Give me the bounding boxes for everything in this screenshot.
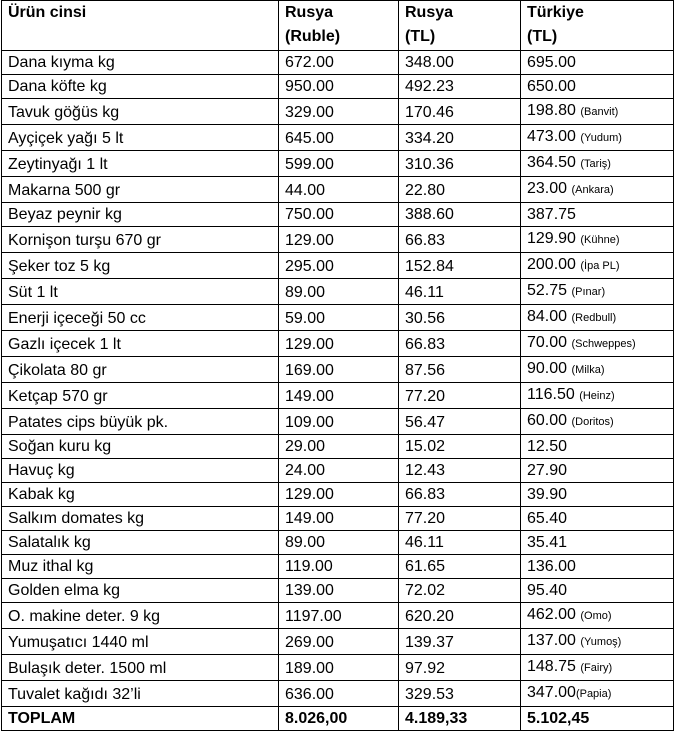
ruble-price-cell: 89.00 — [279, 531, 399, 555]
product-cell: Salatalık kg — [2, 531, 279, 555]
header-russia-tl: Rusya (TL) — [399, 1, 521, 51]
product-cell: Golden elma kg — [2, 579, 279, 603]
russia-tl-price-cell: 492.23 — [399, 75, 521, 99]
russia-tl-price-cell: 46.11 — [399, 279, 521, 305]
total-ruble: 8.026,00 — [279, 707, 399, 731]
table-row — [2, 579, 674, 603]
table-row — [2, 483, 674, 507]
turkey-price: 116.50 — [527, 386, 575, 403]
total-russia-tl: 4.189,33 — [399, 707, 521, 731]
product-cell: Salkım domates kg — [2, 507, 279, 531]
table-row — [2, 681, 674, 707]
table-row — [2, 409, 674, 435]
price-comparison-table — [1, 0, 674, 731]
table-row — [2, 51, 674, 75]
turkey-price: 95.40 — [527, 582, 568, 599]
ruble-price-cell: 129.00 — [279, 483, 399, 507]
russia-tl-price-cell: 152.84 — [399, 253, 521, 279]
product-cell: Beyaz peynir kg — [2, 203, 279, 227]
brand-label: (Kühne) — [580, 234, 620, 246]
turkey-price: 65.40 — [527, 510, 568, 527]
ruble-price-cell: 750.00 — [279, 203, 399, 227]
russia-tl-price-cell: 66.83 — [399, 331, 521, 357]
russia-tl-price-cell: 87.56 — [399, 357, 521, 383]
product-cell: Dana köfte kg — [2, 75, 279, 99]
ruble-price-cell: 129.00 — [279, 227, 399, 253]
header-product: Ürün cinsi — [2, 1, 279, 51]
ruble-price-cell: 189.00 — [279, 655, 399, 681]
brand-label: (Schweppes) — [571, 338, 636, 350]
turkey-price: 52.75 — [527, 282, 568, 299]
ruble-price-cell: 645.00 — [279, 125, 399, 151]
product-cell: Tavuk göğüs kg — [2, 99, 279, 125]
table-row — [2, 357, 674, 383]
ruble-price-cell: 139.00 — [279, 579, 399, 603]
product-cell: Tuvalet kağıdı 32’li — [2, 681, 279, 707]
turkey-tl-price-cell — [521, 655, 674, 681]
russia-tl-price-cell: 139.37 — [399, 629, 521, 655]
russia-tl-price-cell: 77.20 — [399, 383, 521, 409]
product-cell: Dana kıyma kg — [2, 51, 279, 75]
table-row — [2, 507, 674, 531]
turkey-tl-price-cell — [521, 507, 674, 531]
ruble-price-cell: 295.00 — [279, 253, 399, 279]
product-cell: Patates cips büyük pk. — [2, 409, 279, 435]
turkey-tl-price-cell — [521, 357, 674, 383]
table-row — [2, 279, 674, 305]
product-cell: Havuç kg — [2, 459, 279, 483]
turkey-tl-price-cell — [521, 151, 674, 177]
turkey-tl-price-cell — [521, 203, 674, 227]
turkey-tl-price-cell — [521, 279, 674, 305]
brand-label: (Papia) — [575, 688, 612, 700]
turkey-price: 129.90 — [527, 230, 576, 247]
turkey-tl-price-cell — [521, 483, 674, 507]
brand-label: (Doritos) — [571, 416, 614, 428]
table-row — [2, 99, 674, 125]
russia-tl-price-cell: 61.65 — [399, 555, 521, 579]
product-cell: Ketçap 570 gr — [2, 383, 279, 409]
ruble-price-cell: 129.00 — [279, 331, 399, 357]
turkey-tl-price-cell — [521, 459, 674, 483]
turkey-tl-price-cell — [521, 629, 674, 655]
turkey-tl-price-cell — [521, 579, 674, 603]
header-turkey-tl: Türkiye (TL) — [521, 1, 674, 51]
table-row — [2, 331, 674, 357]
brand-label: (Ankara) — [571, 184, 614, 196]
turkey-price: 136.00 — [527, 558, 576, 575]
table-row — [2, 75, 674, 99]
product-cell: Şeker toz 5 kg — [2, 253, 279, 279]
turkey-tl-price-cell — [521, 603, 674, 629]
brand-label: (Omo) — [580, 610, 612, 622]
russia-tl-price-cell: 348.00 — [399, 51, 521, 75]
turkey-tl-price-cell — [521, 555, 674, 579]
turkey-price: 347.00 — [527, 684, 576, 701]
russia-tl-price-cell: 30.56 — [399, 305, 521, 331]
russia-tl-price-cell: 170.46 — [399, 99, 521, 125]
brand-label: (Heinz) — [579, 390, 615, 402]
russia-tl-price-cell: 15.02 — [399, 435, 521, 459]
turkey-price: 198.80 — [527, 102, 576, 119]
russia-tl-price-cell: 12.43 — [399, 459, 521, 483]
ruble-price-cell: 599.00 — [279, 151, 399, 177]
ruble-price-cell: 149.00 — [279, 383, 399, 409]
table-row — [2, 253, 674, 279]
turkey-tl-price-cell — [521, 383, 674, 409]
product-cell: Kabak kg — [2, 483, 279, 507]
turkey-price: 23.00 — [527, 180, 568, 197]
ruble-price-cell: 1197.00 — [279, 603, 399, 629]
turkey-price: 462.00 — [527, 606, 576, 623]
total-row — [2, 707, 674, 731]
turkey-tl-price-cell — [521, 51, 674, 75]
table-row — [2, 151, 674, 177]
product-cell: Soğan kuru kg — [2, 435, 279, 459]
russia-tl-price-cell: 334.20 — [399, 125, 521, 151]
product-cell: O. makine deter. 9 kg — [2, 603, 279, 629]
turkey-tl-price-cell — [521, 227, 674, 253]
turkey-price: 695.00 — [527, 54, 576, 71]
turkey-price: 387.75 — [527, 206, 576, 223]
table-row — [2, 655, 674, 681]
ruble-price-cell: 672.00 — [279, 51, 399, 75]
ruble-price-cell: 109.00 — [279, 409, 399, 435]
product-cell: Muz ithal kg — [2, 555, 279, 579]
russia-tl-price-cell: 388.60 — [399, 203, 521, 227]
turkey-tl-price-cell — [521, 305, 674, 331]
table-row — [2, 177, 674, 203]
turkey-price: 90.00 — [527, 360, 568, 377]
brand-label: (Pınar) — [571, 286, 606, 298]
ruble-price-cell: 119.00 — [279, 555, 399, 579]
turkey-price: 473.00 — [527, 128, 576, 145]
turkey-tl-price-cell — [521, 99, 674, 125]
turkey-price: 137.00 — [527, 632, 576, 649]
table-header — [2, 1, 674, 51]
turkey-price: 70.00 — [527, 334, 568, 351]
ruble-price-cell: 149.00 — [279, 507, 399, 531]
header-russia-ruble: Rusya (Ruble) — [279, 1, 399, 51]
turkey-tl-price-cell — [521, 409, 674, 435]
ruble-price-cell: 636.00 — [279, 681, 399, 707]
header-row — [2, 1, 674, 51]
turkey-price: 35.41 — [527, 534, 568, 551]
brand-label: (Milka) — [571, 364, 605, 376]
ruble-price-cell: 89.00 — [279, 279, 399, 305]
turkey-tl-price-cell — [521, 125, 674, 151]
russia-tl-price-cell: 97.92 — [399, 655, 521, 681]
turkey-tl-price-cell — [521, 681, 674, 707]
table-row — [2, 555, 674, 579]
product-cell: Süt 1 lt — [2, 279, 279, 305]
ruble-price-cell: 950.00 — [279, 75, 399, 99]
ruble-price-cell: 44.00 — [279, 177, 399, 203]
product-cell: Enerji içeceği 50 cc — [2, 305, 279, 331]
table-row — [2, 603, 674, 629]
russia-tl-price-cell: 46.11 — [399, 531, 521, 555]
turkey-price: 39.90 — [527, 486, 568, 503]
brand-label: (Banvit) — [580, 106, 619, 118]
turkey-tl-price-cell — [521, 531, 674, 555]
russia-tl-price-cell: 329.53 — [399, 681, 521, 707]
table-row — [2, 305, 674, 331]
russia-tl-price-cell: 77.20 — [399, 507, 521, 531]
brand-label: (İpa PL) — [580, 260, 620, 272]
product-cell: Ayçiçek yağı 5 lt — [2, 125, 279, 151]
table-row — [2, 383, 674, 409]
russia-tl-price-cell: 310.36 — [399, 151, 521, 177]
table-row — [2, 227, 674, 253]
turkey-tl-price-cell — [521, 177, 674, 203]
total-turkey-tl: 5.102,45 — [521, 707, 674, 731]
turkey-tl-price-cell — [521, 75, 674, 99]
turkey-price: 27.90 — [527, 462, 568, 479]
table-row — [2, 531, 674, 555]
product-cell: Bulaşık deter. 1500 ml — [2, 655, 279, 681]
product-cell: Kornişon turşu 670 gr — [2, 227, 279, 253]
ruble-price-cell: 329.00 — [279, 99, 399, 125]
ruble-price-cell: 24.00 — [279, 459, 399, 483]
product-cell: Yumuşatıcı 1440 ml — [2, 629, 279, 655]
russia-tl-price-cell: 22.80 — [399, 177, 521, 203]
brand-label: (Redbull) — [571, 312, 617, 324]
table-row — [2, 125, 674, 151]
table-body — [2, 51, 674, 707]
russia-tl-price-cell: 66.83 — [399, 483, 521, 507]
turkey-tl-price-cell — [521, 331, 674, 357]
turkey-price: 84.00 — [527, 308, 568, 325]
brand-label: (Fairy) — [580, 662, 613, 674]
product-cell: Zeytinyağı 1 lt — [2, 151, 279, 177]
ruble-price-cell: 169.00 — [279, 357, 399, 383]
table-row — [2, 459, 674, 483]
turkey-price: 148.75 — [527, 658, 576, 675]
turkey-price: 200.00 — [527, 256, 576, 273]
table-row — [2, 435, 674, 459]
ruble-price-cell: 29.00 — [279, 435, 399, 459]
brand-label: (Yudum) — [580, 132, 622, 144]
turkey-price: 60.00 — [527, 412, 568, 429]
turkey-tl-price-cell — [521, 435, 674, 459]
turkey-tl-price-cell — [521, 253, 674, 279]
brand-label: (Yumoş) — [580, 636, 622, 648]
total-label: TOPLAM — [2, 707, 279, 731]
product-cell: Makarna 500 gr — [2, 177, 279, 203]
russia-tl-price-cell: 72.02 — [399, 579, 521, 603]
brand-label: (Tariş) — [580, 158, 611, 170]
russia-tl-price-cell: 620.20 — [399, 603, 521, 629]
table-row — [2, 203, 674, 227]
turkey-price: 364.50 — [527, 154, 576, 171]
product-cell: Çikolata 80 gr — [2, 357, 279, 383]
ruble-price-cell: 59.00 — [279, 305, 399, 331]
product-cell: Gazlı içecek 1 lt — [2, 331, 279, 357]
russia-tl-price-cell: 66.83 — [399, 227, 521, 253]
turkey-price: 12.50 — [527, 438, 568, 455]
turkey-price: 650.00 — [527, 78, 576, 95]
ruble-price-cell: 269.00 — [279, 629, 399, 655]
russia-tl-price-cell: 56.47 — [399, 409, 521, 435]
table-row — [2, 629, 674, 655]
